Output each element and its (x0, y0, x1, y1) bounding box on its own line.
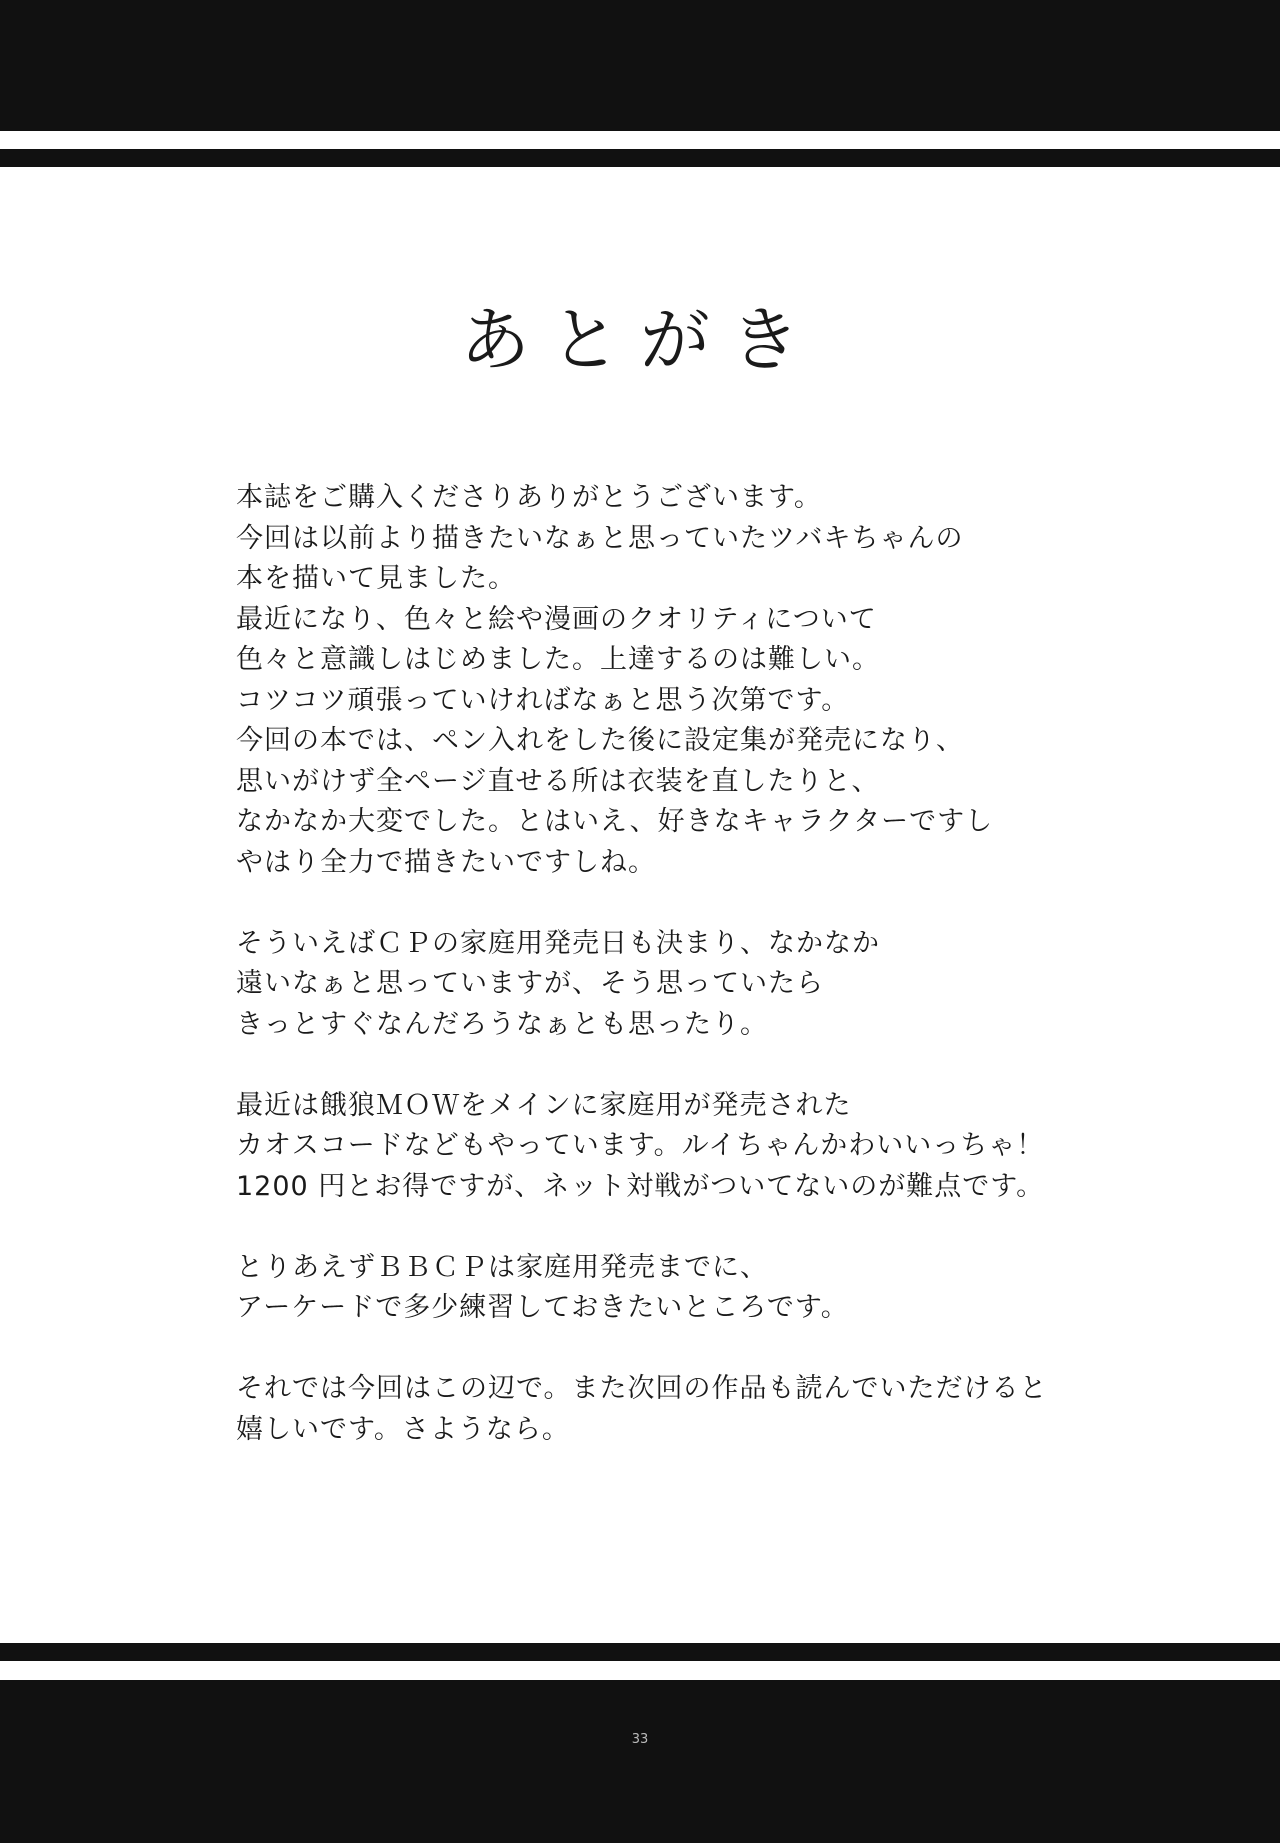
page-title: あとがき (460, 299, 820, 381)
text-line: コツコツ頑張っていければなぁと思う次第です。 (236, 684, 850, 716)
text-line: 1200 円とお得ですが、ネット対戦がついてないのが難点です。 (236, 1170, 1045, 1202)
text-line: 最近になり、色々と絵や漫画のクオリティについて (236, 603, 877, 635)
text-line: 本誌をご購入くださりありがとうございます。 (236, 482, 822, 513)
afterword-body (236, 478, 1236, 1491)
text-line: アーケードで多少練習しておきたいところです。 (236, 1292, 849, 1323)
bottom-rule (0, 1643, 1280, 1661)
paragraph (236, 924, 1236, 1046)
text-line: 嬉しいです。さようなら。 (236, 1413, 570, 1445)
page-number: 33 (631, 1732, 649, 1747)
text-line: なかなか大変でした。とはいえ、好きなキャラクターですし (236, 806, 994, 837)
text-line: きっとすぐなんだろうなぁとも思ったり。 (236, 1008, 768, 1040)
text-line: それでは今回はこの辺で。また次回の作品も読んでいただけると (236, 1373, 1048, 1404)
text-line: 本を描いて見ました。 (236, 563, 516, 594)
text-line: そういえばＣＰの家庭用発売日も決まり、なかなか (236, 927, 880, 959)
top-rule (0, 149, 1280, 167)
paragraph (236, 1086, 1236, 1208)
text-line: やはり全力で描きたいですしね。 (236, 846, 656, 878)
paragraph (236, 1369, 1236, 1450)
text-line: 色々と意識しはじめました。上達するのは難しい。 (236, 644, 880, 675)
text-line: カオスコードなどもやっています。ルイちゃんかわいいっちゃ！ (236, 1130, 1045, 1161)
text-line: 思いがけず全ページ直せる所は衣装を直したりと、 (236, 765, 880, 797)
text-line: とりあえずＢＢＣＰは家庭用発売までに、 (236, 1251, 768, 1283)
paragraph (236, 478, 1236, 883)
top-black-band (0, 0, 1280, 131)
text-line: 今回は以前より描きたいなぁと思っていたツバキちゃんの (236, 522, 964, 554)
text-line: 最近は餓狼ＭＯＷをメインに家庭用が発売された (236, 1089, 852, 1121)
text-line: 今回の本では、ペン入れをした後に設定集が発売になり、 (236, 725, 964, 756)
bottom-black-band (0, 1680, 1280, 1843)
paragraph (236, 1248, 1236, 1329)
text-line: 遠いなぁと思っていますが、そう思っていたら (236, 968, 824, 999)
